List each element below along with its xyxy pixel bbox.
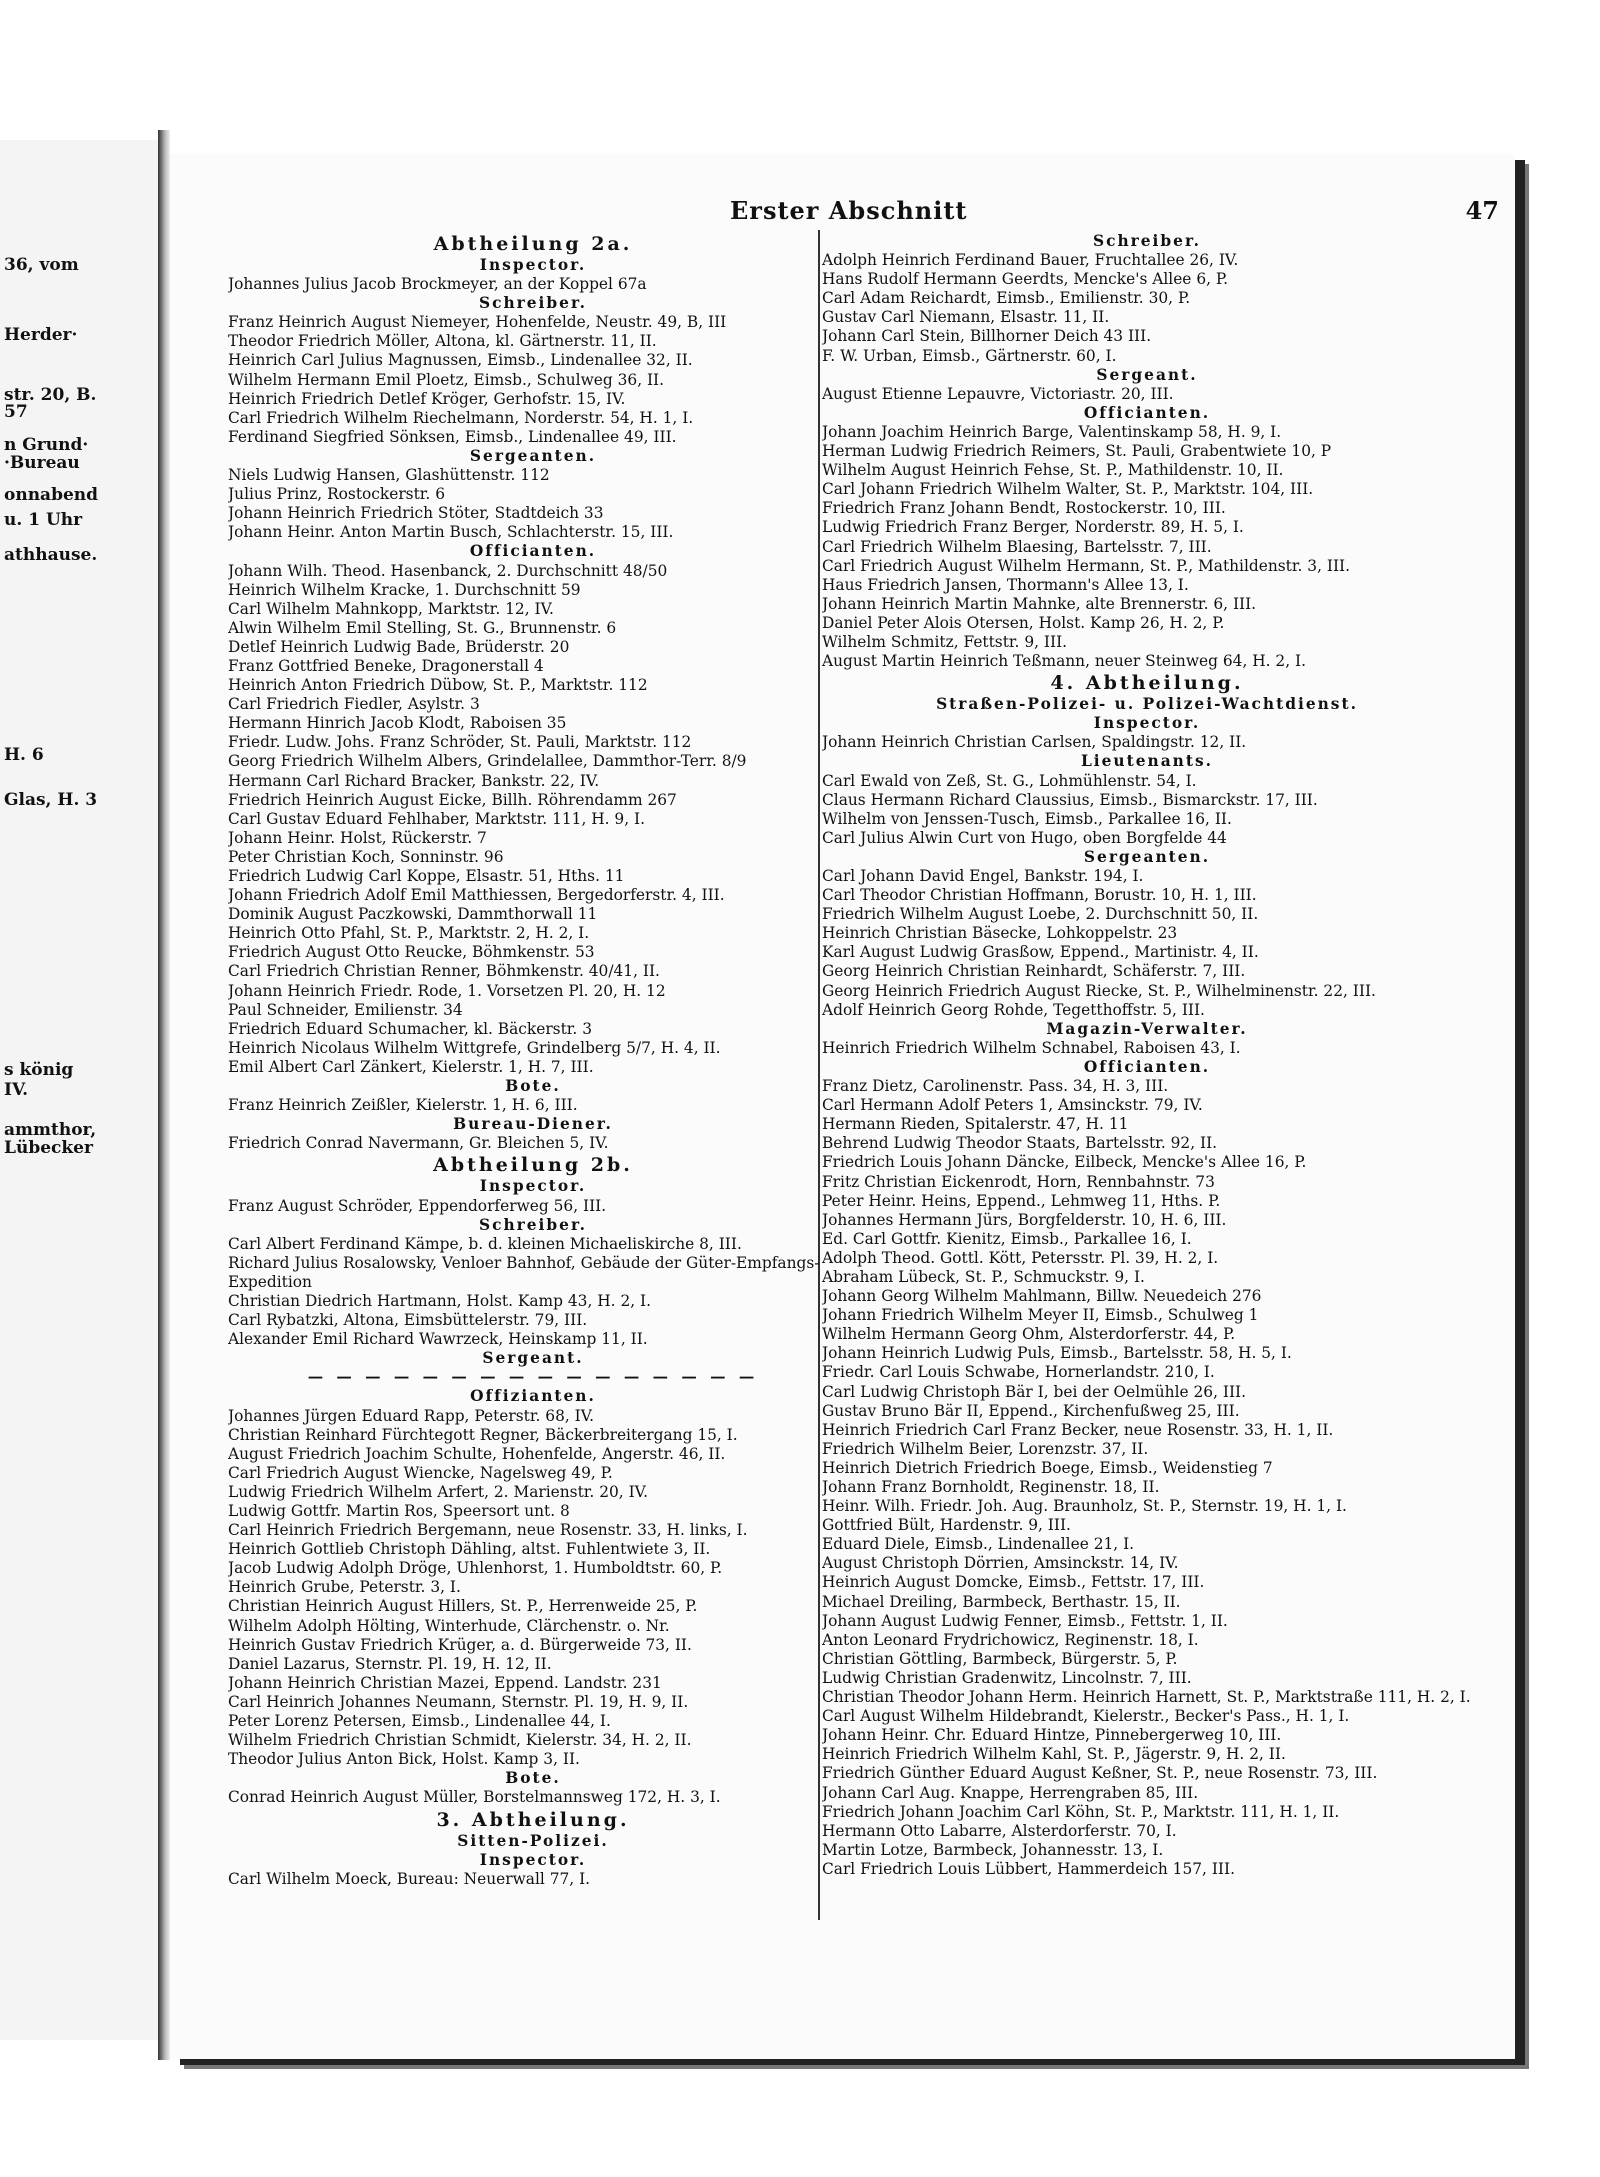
rank-heading: Sitten-Polizei.	[457, 1831, 609, 1850]
directory-entry: Heinrich Friedrich Detlef Kröger, Gerhofstr. 15, IV.	[228, 389, 626, 408]
directory-entry: Carl Heinrich Friedrich Bergemann, neue Rosenstr. 33, H. links, I.	[228, 1521, 748, 1540]
rank-heading: Schreiber.	[478, 294, 588, 313]
directory-entry: August Friedrich Joachim Schulte, Hohenfelde, Angerstr. 46, II.	[228, 1444, 726, 1463]
directory-entry: Johannes Hermann Jürs, Borgfelderstr. 10, H. 6, III.	[822, 1210, 1227, 1229]
previous-page-fragment: str. 20, B.	[4, 385, 97, 405]
directory-entry: Wilhelm von Jenssen-Tusch, Eimsb., Parkallee 16, II.	[822, 809, 1232, 828]
directory-entry: F. W. Urban, Eimsb., Gärtnerstr. 60, I.	[822, 346, 1117, 365]
directory-entry: Johann Heinrich Christian Mazei, Eppend. Landstr. 231	[228, 1673, 662, 1692]
directory-entry: Peter Lorenz Petersen, Eimsb., Lindenallee 44, I.	[228, 1712, 611, 1731]
rank-heading: Straßen-Polizei- u. Polizei-Wachtdienst.	[936, 695, 1358, 714]
directory-entry: Martin Lotze, Barmbeck, Johannesstr. 13, I.	[822, 1840, 1164, 1859]
directory-entry: Paul Schneider, Emilienstr. 34	[228, 1000, 463, 1019]
directory-entry: Georg Heinrich Christian Reinhardt, Schäferstr. 7, III.	[822, 962, 1246, 981]
division-heading: 3. Abtheilung.	[436, 1808, 630, 1831]
previous-page-fragment: n Grund·	[4, 435, 89, 455]
directory-entry: Friedrich Wilhelm Beier, Lorenzstr. 37, II.	[822, 1439, 1149, 1458]
directory-entry: Wilhelm Adolph Hölting, Winterhude, Clärchenstr. o. Nr.	[228, 1616, 670, 1635]
directory-entry: Johann Georg Wilhelm Mahlmann, Billw. Neuedeich 276	[822, 1287, 1262, 1306]
directory-entry: Emil Albert Carl Zänkert, Kielerstr. 1, H. 7, III.	[228, 1057, 594, 1076]
directory-entry: Friedrich Johann Joachim Carl Köhn, St. P., Marktstr. 111, H. 1, II.	[822, 1802, 1340, 1821]
directory-entry: Johann Heinr. Anton Martin Busch, Schlachterstr. 15, III.	[228, 523, 674, 542]
book-gutter	[158, 130, 170, 2060]
directory-entry: Abraham Lübeck, St. P., Schmuckstr. 9, I.	[822, 1267, 1145, 1286]
directory-entry: Hermann Carl Richard Bracker, Bankstr. 22, IV.	[228, 771, 600, 790]
rank-heading: Bote.	[505, 1769, 561, 1788]
directory-entry: Ludwig Christian Gradenwitz, Lincolnstr. 7, III.	[822, 1668, 1192, 1687]
directory-entry: Heinrich Friedrich Carl Franz Becker, neue Rosenstr. 33, H. 1, II.	[822, 1420, 1334, 1439]
directory-entry: Christian Theodor Johann Herm. Heinrich Harnett, St. P., Marktstraße 111, H. 2, I.	[822, 1688, 1471, 1707]
directory-entry: Claus Hermann Richard Claussius, Eimsb., Bismarckstr. 17, III.	[822, 790, 1318, 809]
right-column	[822, 232, 1472, 1879]
directory-entry: August Martin Heinrich Teßmann, neuer Steinweg 64, H. 2, I.	[822, 652, 1306, 671]
directory-entry: Niels Ludwig Hansen, Glashüttenstr. 112	[228, 466, 550, 485]
directory-entry: Michael Dreiling, Barmbeck, Berthastr. 15, II.	[822, 1592, 1181, 1611]
directory-entry: Carl Friedrich Louis Lübbert, Hammerdeich 157, III.	[822, 1859, 1235, 1878]
directory-entry: Friedrich Conrad Navermann, Gr. Bleichen 5, IV.	[228, 1134, 609, 1153]
directory-entry: Johann Heinr. Holst, Rückerstr. 7	[228, 828, 487, 847]
directory-entry: Johann Heinrich Friedr. Rode, 1. Vorsetzen Pl. 20, H. 12	[228, 981, 666, 1000]
directory-entry: Carl Heinrich Johannes Neumann, Sternstr. Pl. 19, H. 9, II.	[228, 1692, 689, 1711]
directory-entry: Adolf Heinrich Georg Rohde, Tegetthoffstr. 5, III.	[822, 1000, 1205, 1019]
directory-entry: Franz Dietz, Carolinenstr. Pass. 34, H. 3, III.	[822, 1077, 1169, 1096]
previous-page-fragment: Herder·	[4, 325, 78, 345]
directory-entry: Georg Heinrich Friedrich August Riecke, St. P., Wilhelminenstr. 22, III.	[822, 981, 1376, 1000]
directory-entry: Franz Heinrich August Niemeyer, Hohenfelde, Neustr. 49, B, III	[228, 313, 727, 332]
directory-entry: Johann Wilh. Theod. Hasenbanck, 2. Durchschnitt 48/50	[228, 561, 668, 580]
directory-entry: Christian Heinrich August Hillers, St. P., Herrenweide 25, P.	[228, 1597, 698, 1616]
directory-entry: Carl Albert Ferdinand Kämpe, b. d. kleinen Michaeliskirche 8, III.	[228, 1234, 742, 1253]
rank-heading: Sergeanten.	[1083, 847, 1211, 866]
directory-entry: Friedr. Carl Louis Schwabe, Hornerlandstr. 210, I.	[822, 1363, 1215, 1382]
directory-entry: Carl Rybatzki, Altona, Eimsbüttelerstr. 79, III.	[228, 1311, 588, 1330]
previous-page-fragment: u. 1 Uhr	[4, 510, 83, 530]
rank-heading: Officianten.	[1083, 1057, 1211, 1076]
directory-entry: Carl Johann Friedrich Wilhelm Walter, St. P., Marktstr. 104, III.	[822, 480, 1314, 499]
directory-entry: Friedrich Franz Johann Bendt, Rostockerstr. 10, III.	[822, 499, 1226, 518]
directory-entry: Peter Christian Koch, Sonninstr. 96	[228, 847, 504, 866]
rank-heading: Offizianten.	[470, 1387, 596, 1406]
directory-entry: Ludwig Gottfr. Martin Ros, Speersort unt. 8	[228, 1502, 570, 1520]
directory-entry: Daniel Peter Alois Otersen, Holst. Kamp 26, H. 2, P.	[822, 613, 1225, 632]
rank-heading: Sergeant.	[482, 1349, 584, 1368]
directory-entry: Johann Friedrich Adolf Emil Matthiessen, Bergedorferstr. 4, III.	[228, 886, 725, 905]
directory-entry: Christian Diedrich Hartmann, Holst. Kamp 43, H. 2, I.	[228, 1291, 652, 1310]
directory-entry: Hermann Hinrich Jacob Klodt, Raboisen 35	[228, 714, 567, 733]
directory-entry: Johann Joachim Heinrich Barge, Valentinskamp 58, H. 9, I.	[822, 422, 1282, 441]
directory-entry: Ludwig Friedrich Wilhelm Arfert, 2. Marienstr. 20, IV.	[228, 1482, 648, 1501]
directory-entry: Wilhelm Hermann Emil Ploetz, Eimsb., Schulweg 36, II.	[228, 370, 665, 389]
previous-page-fragment: ammthor,	[4, 1120, 97, 1140]
directory-entry: Franz August Schröder, Eppendorferweg 56, III.	[228, 1196, 607, 1215]
directory-entry: Anton Leonard Frydrichowicz, Reginenstr. 18, I.	[822, 1630, 1199, 1649]
directory-entry: Gottfried Bült, Hardenstr. 9, III.	[822, 1516, 1071, 1535]
directory-entry: Wilhelm August Heinrich Fehse, St. P., Mathildenstr. 10, II.	[822, 461, 1284, 480]
directory-entry: Johann Heinr. Chr. Eduard Hintze, Pinnebergerweg 10, III.	[822, 1726, 1282, 1745]
page-number: 47	[1465, 196, 1499, 225]
previous-page-fragment: Glas, H. 3	[4, 790, 98, 810]
directory-entry: Johannes Julius Jacob Brockmeyer, an der Koppel 67a	[228, 275, 647, 294]
directory-entry: Franz Heinrich Zeißler, Kielerstr. 1, H. 6, III.	[228, 1096, 578, 1115]
directory-entry: Christian Göttling, Barmbeck, Bürgerstr. 5, P.	[822, 1649, 1178, 1668]
directory-entry: Carl Wilhelm Moeck, Bureau: Neuerwall 77, I.	[228, 1869, 591, 1888]
directory-entry: Carl Julius Alwin Curt von Hugo, oben Borgfelde 44	[822, 828, 1227, 847]
rank-heading: Bureau-Diener.	[453, 1115, 613, 1134]
directory-entry: Heinrich Grube, Peterstr. 3, I.	[228, 1578, 461, 1597]
directory-entry: Julius Prinz, Rostockerstr. 6	[228, 485, 446, 504]
rank-heading: Lieutenants.	[1080, 752, 1214, 771]
directory-entry: Carl Johann David Engel, Bankstr. 194, I.	[822, 867, 1144, 885]
directory-entry: Carl Wilhelm Mahnkopp, Marktstr. 12, IV.	[228, 599, 554, 618]
directory-entry: Heinrich Carl Julius Magnussen, Eimsb., Lindenallee 32, II.	[228, 351, 693, 370]
division-heading: Abtheilung 2a.	[433, 233, 633, 255]
directory-entry: Carl Ewald von Zeß, St. G., Lohmühlenstr. 54, I.	[822, 771, 1197, 790]
directory-entry: Johann August Ludwig Fenner, Eimsb., Fettstr. 1, II.	[822, 1611, 1228, 1630]
directory-entry: Carl Adam Reichardt, Eimsb., Emilienstr. 30, P.	[822, 289, 1191, 308]
directory-entry: Heinrich Friedrich Wilhelm Kahl, St. P., Jägerstr. 9, H. 2, II.	[822, 1745, 1286, 1764]
directory-entry: Friedrich Louis Johann Däncke, Eilbeck, Mencke's Allee 16, P.	[822, 1153, 1307, 1172]
directory-entry: Hans Rudolf Hermann Geerdts, Mencke's Allee 6, P.	[822, 270, 1229, 289]
directory-entry: Herman Ludwig Friedrich Reimers, St. Pauli, Grabentwiete 10, P	[822, 442, 1332, 461]
division-heading: 4. Abtheilung.	[1050, 672, 1244, 695]
directory-entry: Behrend Ludwig Theodor Staats, Bartelsstr. 92, II.	[822, 1134, 1218, 1153]
section-title: Erster Abschnitt	[730, 196, 968, 225]
rank-heading: Inspector.	[1093, 714, 1201, 733]
directory-entry: Friedrich Ludwig Carl Koppe, Elsastr. 51, Hths. 11	[228, 867, 625, 885]
directory-entry: Daniel Lazarus, Sternstr. Pl. 19, H. 12, II.	[228, 1654, 552, 1673]
directory-entry: Adolph Heinrich Ferdinand Bauer, Fruchtallee 26, IV.	[822, 251, 1239, 270]
directory-entry: Carl Friedrich Wilhelm Riechelmann, Norderstr. 54, H. 1, I.	[228, 408, 694, 427]
directory-entry: Georg Friedrich Wilhelm Albers, Grindelallee, Dammthor-Terr. 8/9	[228, 752, 747, 771]
directory-entry: Heinrich Anton Friedrich Dübow, St. P., Marktstr. 112	[228, 676, 648, 695]
directory-entry: Heinrich Dietrich Friedrich Boege, Eimsb., Weidenstieg 7	[822, 1458, 1273, 1477]
directory-entry: Friedrich Günther Eduard August Keßner, St. P., neue Rosenstr. 73, III.	[822, 1764, 1378, 1783]
directory-entry: Heinrich Wilhelm Kracke, 1. Durchschnitt 59	[228, 580, 581, 599]
rank-heading: Inspector.	[479, 1177, 587, 1196]
directory-entry: Theodor Friedrich Möller, Altona, kl. Gärtnerstr. 11, II.	[228, 332, 657, 351]
directory-entry: Heinrich Gustav Friedrich Krüger, a. d. Bürgerweide 73, II.	[228, 1635, 692, 1654]
directory-entry: Heinr. Wilh. Friedr. Joh. Aug. Braunholz, St. P., Sternstr. 19, H. 1, I.	[822, 1497, 1347, 1516]
rank-heading: Schreiber.	[478, 1215, 588, 1234]
directory-entry: Friedrich Eduard Schumacher, kl. Bäckerstr. 3	[228, 1019, 593, 1038]
directory-entry: Friedrich Heinrich August Eicke, Billh. Röhrendamm 267	[228, 790, 677, 809]
directory-entry: Peter Heinr. Heins, Eppend., Lehmweg 11, Hths. P.	[822, 1191, 1221, 1210]
directory-entry: Heinrich August Domcke, Eimsb., Fettstr. 17, III.	[822, 1573, 1205, 1592]
previous-page-fragment: athhause.	[4, 545, 98, 565]
rank-heading: Inspector.	[479, 1850, 587, 1869]
rank-heading: Inspector.	[479, 256, 587, 274]
rank-heading: Sergeanten.	[469, 446, 597, 465]
rank-heading: Sergeant.	[1096, 365, 1198, 384]
previous-page-fragment: onnabend	[4, 485, 99, 505]
previous-page-fragment: IV.	[4, 1080, 29, 1100]
directory-entry: Hermann Rieden, Spitalerstr. 47, H. 11	[822, 1115, 1129, 1134]
directory-entry: Alexander Emil Richard Wawrzeck, Heinskamp 11, II.	[228, 1330, 648, 1349]
directory-entry: Carl Friedrich August Wilhelm Hermann, St. P., Mathildenstr. 3, III.	[822, 556, 1351, 575]
directory-entry: Conrad Heinrich August Müller, Borstelmannsweg 172, H. 3, I.	[228, 1788, 721, 1807]
directory-entry: Friedrich Wilhelm August Loebe, 2. Durchschnitt 50, II.	[822, 905, 1259, 924]
previous-page-edge	[0, 140, 161, 2040]
directory-entry: Carl August Wilhelm Hildebrandt, Kielerstr., Becker's Pass., H. 1, I.	[822, 1707, 1350, 1726]
directory-entry: Carl Friedrich August Wiencke, Nagelsweg 49, P.	[228, 1463, 613, 1482]
directory-entry: Adolph Theod. Gottl. Kött, Petersstr. Pl. 39, H. 2, I.	[822, 1248, 1219, 1267]
directory-entry: Carl Friedrich Wilhelm Blaesing, Bartelsstr. 7, III.	[822, 537, 1212, 556]
directory-entry: Ed. Carl Gottfr. Kienitz, Eimsb., Parkallee 16, I.	[822, 1229, 1192, 1248]
previous-page-fragment: s könig	[4, 1060, 74, 1080]
vacant-entry-dashes: — — — — — — — — — — — — — — — —	[307, 1368, 759, 1387]
directory-entry: Ferdinand Siegfried Sönksen, Eimsb., Lindenallee 49, III.	[228, 427, 677, 446]
directory-entry: Johann Carl Aug. Knappe, Herrengraben 85, III.	[822, 1783, 1199, 1802]
previous-page-fragment: 57	[4, 402, 28, 422]
directory-entry: Friedr. Ludw. Johs. Franz Schröder, St. Pauli, Marktstr. 112	[228, 733, 692, 752]
running-header	[170, 196, 1515, 232]
directory-entry: Eduard Diele, Eimsb., Lindenallee 21, I.	[822, 1535, 1135, 1554]
directory-entry: Carl Friedrich Fiedler, Asylstr. 3	[228, 695, 480, 714]
directory-entry: Wilhelm Friedrich Christian Schmidt, Kielerstr. 34, H. 2, II.	[228, 1731, 692, 1750]
directory-entry: Johann Heinrich Friedrich Stöter, Stadtdeich 33	[228, 504, 604, 523]
directory-page	[170, 154, 1515, 2059]
directory-entry: Fritz Christian Eickenrodt, Horn, Rennbahnstr. 73	[822, 1172, 1215, 1191]
left-column	[228, 232, 838, 1889]
directory-entry: Carl Ludwig Christoph Bär I, bei der Oelmühle 26, III.	[822, 1382, 1246, 1401]
directory-entry: Jacob Ludwig Adolph Dröge, Uhlenhorst, 1. Humboldtstr. 60, P.	[228, 1559, 723, 1578]
directory-entry: Christian Reinhard Fürchtegott Regner, Bäckerbreitergang 15, I.	[228, 1425, 738, 1444]
directory-entry: Gustav Bruno Bär II, Eppend., Kirchenfußweg 25, III.	[822, 1401, 1240, 1420]
directory-entry: Wilhelm Hermann Georg Ohm, Alsterdorferstr. 44, P.	[822, 1325, 1236, 1344]
rank-heading: Magazin-Verwalter.	[1046, 1019, 1248, 1038]
directory-entry: Heinrich Nicolaus Wilhelm Wittgrefe, Grindelberg 5/7, H. 4, II.	[228, 1038, 721, 1057]
directory-entry: Haus Friedrich Jansen, Thormann's Allee 13, I.	[822, 575, 1189, 594]
directory-entry: Alwin Wilhelm Emil Stelling, St. G., Brunnenstr. 6	[228, 618, 617, 637]
rank-heading: Officianten.	[469, 542, 597, 561]
directory-entry: Theodor Julius Anton Bick, Holst. Kamp 3, II.	[228, 1750, 580, 1769]
directory-entry: Karl August Ludwig Grasßow, Eppend., Martinistr. 4, II.	[822, 943, 1259, 962]
rank-heading: Schreiber.	[1092, 232, 1202, 250]
directory-entry: Heinrich Otto Pfahl, St. P., Marktstr. 2, H. 2, I.	[228, 924, 590, 943]
directory-entry: Carl Hermann Adolf Peters 1, Amsinckstr. 79, IV.	[822, 1096, 1203, 1115]
directory-entry: Carl Theodor Christian Hoffmann, Borustr. 10, H. 1, III.	[822, 886, 1257, 905]
directory-entry: Friedrich August Otto Reucke, Böhmkenstr. 53	[228, 943, 595, 962]
rank-heading: Officianten.	[1083, 403, 1211, 422]
division-heading: Abtheilung 2b.	[433, 1154, 633, 1177]
previous-page-fragment: ·Bureau	[4, 453, 80, 473]
directory-entry: Johann Heinrich Martin Mahnke, alte Brennerstr. 6, III.	[822, 594, 1257, 613]
directory-entry: Johann Franz Bornholdt, Reginenstr. 18, II.	[822, 1478, 1160, 1496]
directory-entry: Johann Heinrich Ludwig Puls, Eimsb., Bartelsstr. 58, H. 5, I.	[822, 1344, 1292, 1363]
directory-entry: Detlef Heinrich Ludwig Bade, Brüderstr. 20	[228, 637, 570, 656]
directory-entry: Dominik August Paczkowski, Dammthorwall 11	[228, 905, 598, 924]
directory-entry: Carl Gustav Eduard Fehlhaber, Marktstr. 111, H. 9, I.	[228, 809, 645, 828]
directory-entry: Ludwig Friedrich Franz Berger, Norderstr. 89, H. 5, I.	[822, 518, 1244, 537]
directory-entry: Heinrich Gottlieb Christoph Dähling, altst. Fuhlentwiete 3, II.	[228, 1540, 711, 1559]
directory-entry: Johann Heinrich Christian Carlsen, Spaldingstr. 12, II.	[822, 733, 1247, 752]
directory-entry: Franz Gottfried Beneke, Dragonerstall 4	[228, 656, 544, 675]
previous-page-fragment: 36, vom	[4, 255, 79, 275]
directory-entry: Carl Friedrich Christian Renner, Böhmkenstr. 40/41, II.	[228, 962, 660, 981]
directory-entry: Johann Carl Stein, Billhorner Deich 43 III.	[822, 327, 1152, 346]
rank-heading: Bote.	[505, 1077, 561, 1096]
directory-entry: August Etienne Lepauvre, Victoriastr. 20, III.	[822, 384, 1174, 403]
previous-page-fragment: Lübecker	[4, 1138, 93, 1158]
directory-entry: Hermann Otto Labarre, Alsterdorferstr. 70, I.	[822, 1821, 1177, 1840]
directory-entry: August Christoph Dörrien, Amsinckstr. 14, IV.	[822, 1554, 1179, 1573]
directory-entry: Richard Julius Rosalowsky, Venloer Bahnhof, Gebäude der Güter-Empfangs-Expedition	[228, 1253, 820, 1291]
previous-page-fragment: H. 6	[4, 745, 44, 765]
directory-entry: Heinrich Friedrich Wilhelm Schnabel, Raboisen 43, I.	[822, 1038, 1241, 1057]
directory-entry: Johannes Jürgen Eduard Rapp, Peterstr. 68, IV.	[228, 1406, 595, 1425]
directory-entry: Wilhelm Schmitz, Fettstr. 9, III.	[822, 632, 1068, 651]
directory-entry: Gustav Carl Niemann, Elsastr. 11, II.	[822, 308, 1110, 327]
directory-entry: Johann Friedrich Wilhelm Meyer II, Eimsb., Schulweg 1	[822, 1306, 1259, 1325]
directory-entry: Heinrich Christian Bäsecke, Lohkoppelstr. 23	[822, 924, 1178, 943]
